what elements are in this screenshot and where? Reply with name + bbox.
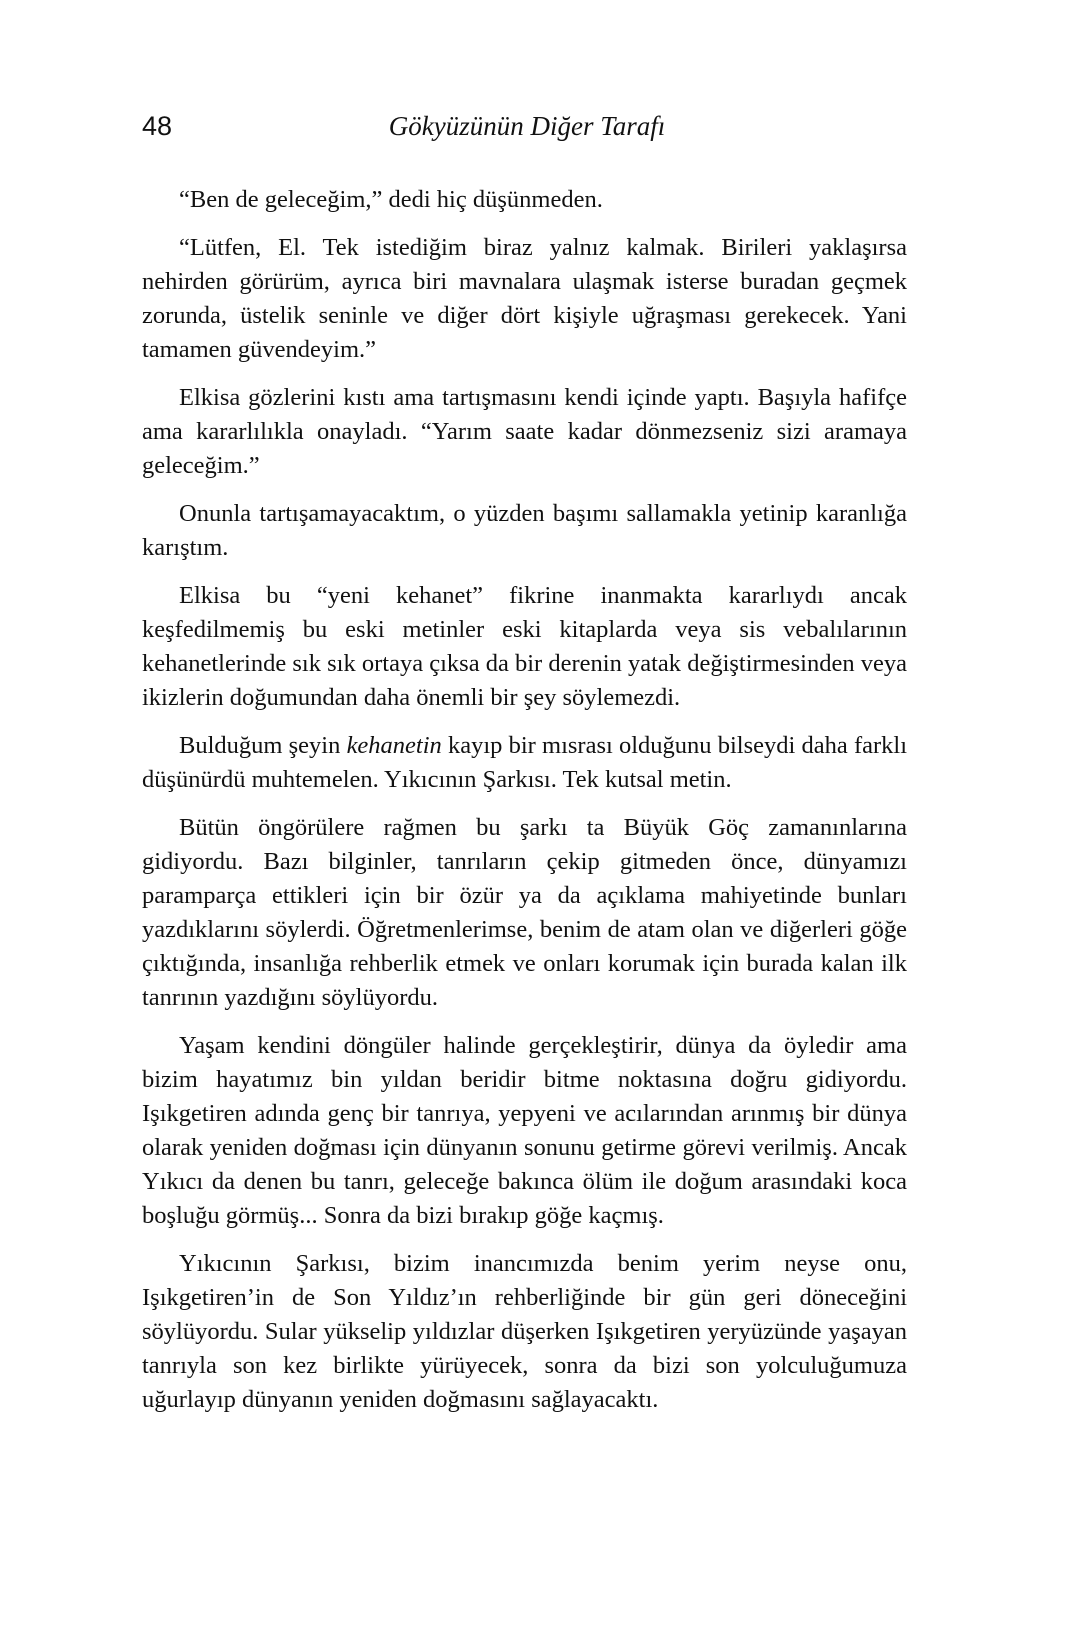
paragraph: Elkisa bu “yeni kehanet” fikrine inanmakta kararlıydı ancak keşfedilmemiş bu eski metinler eski kitaplarda veya sis vebalılarının kehanetlerinde sık sık ortaya çıksa da bir derenin yatak değiştirmesinden veya ikizlerin doğumundan daha önemli bir şey söylemezdi. (142, 582, 907, 711)
page-header (142, 108, 912, 148)
paragraph-text: kayıp bir mısrası olduğunu bilseydi daha farklı düşünürdü muhtemelen. Yıkıcının Şarkısı. Tek kutsal metin. (142, 732, 908, 793)
paragraph (142, 729, 907, 797)
page-number: 48 (142, 111, 173, 141)
paragraph: Yaşam kendini döngüler halinde gerçekleştirir, dünya da öyledir ama bizim hayatımız bin yıldan beridir bitme noktasına doğru gidiyordu. Işıkgetiren adında genç bir tanrıya, yepyeni ve acılarından arınmış bir dünya olarak yeniden doğması için dünyanın sonunu getirme görevi verilmiş. Ancak Yıkıcı da denen bu tanrı, geleceğe bakınca ölüm ile doğum arasındaki koca boşluğu görmüş... Sonra da bizi bırakıp göğe kaçmış. (142, 1032, 907, 1229)
paragraph: Onunla tartışamayacaktım, o yüzden başımı sallamakla yetinip karanlığa karıştım. (142, 500, 907, 561)
paragraph: “Ben de geleceğim,” dedi hiç düşünmeden. (179, 186, 603, 213)
emphasized-word: kehanetin (346, 732, 442, 759)
body-text (142, 183, 907, 1431)
paragraph: “Lütfen, El. Tek istediğim biraz yalnız kalmak. Birileri yaklaşırsa nehirden görürüm, ayrıca biri mavnalara ulaşmak isterse buradan geçmek zorunda, üstelik seninle ve diğer dört kişiyle uğraşması gerekecek. Yani tamamen güvendeyim.” (142, 234, 907, 363)
running-title: Gökyüzünün Diğer Tarafı (388, 111, 666, 141)
paragraph: Bütün öngörülere rağmen bu şarkı ta Büyük Göç zamanınlarına gidiyordu. Bazı bilginler, tanrıların çekip gitmeden önce, dünyamızı paramparça ettikleri için bir özür ya da açıklama mahiyetinde bunları yazdıklarını söylerdi. Öğretmenlerimse, benim de atam olan ve diğerleri göğe çıktığında, insanlığa rehberlik etmek ve onları korumak için burada kalan ilk tanrının yazdığını söylüyordu. (142, 814, 907, 1011)
paragraph: Elkisa gözlerini kıstı ama tartışmasını kendi içinde yaptı. Başıyla hafifçe ama kararlılıkla onayladı. “Yarım saate kadar dönmezseniz sizi aramaya geleceğim.” (142, 384, 907, 479)
paragraph: Yıkıcının Şarkısı, bizim inancımızda benim yerim neyse onu, Işıkgetiren’in de Son Yıldız’ın rehberliğinde bir gün geri döneceğini söylüyordu. Sular yükselip yıldızlar düşerken Işıkgetiren yeryüzünde yaşayan tanrıyla son kez birlikte yürüyecek, sonra da bizi son yolculuğumuza uğurlayıp dünyanın yeniden doğmasını sağlayacaktı. (142, 1250, 907, 1413)
paragraph-text: Bulduğum şeyin (179, 732, 347, 759)
